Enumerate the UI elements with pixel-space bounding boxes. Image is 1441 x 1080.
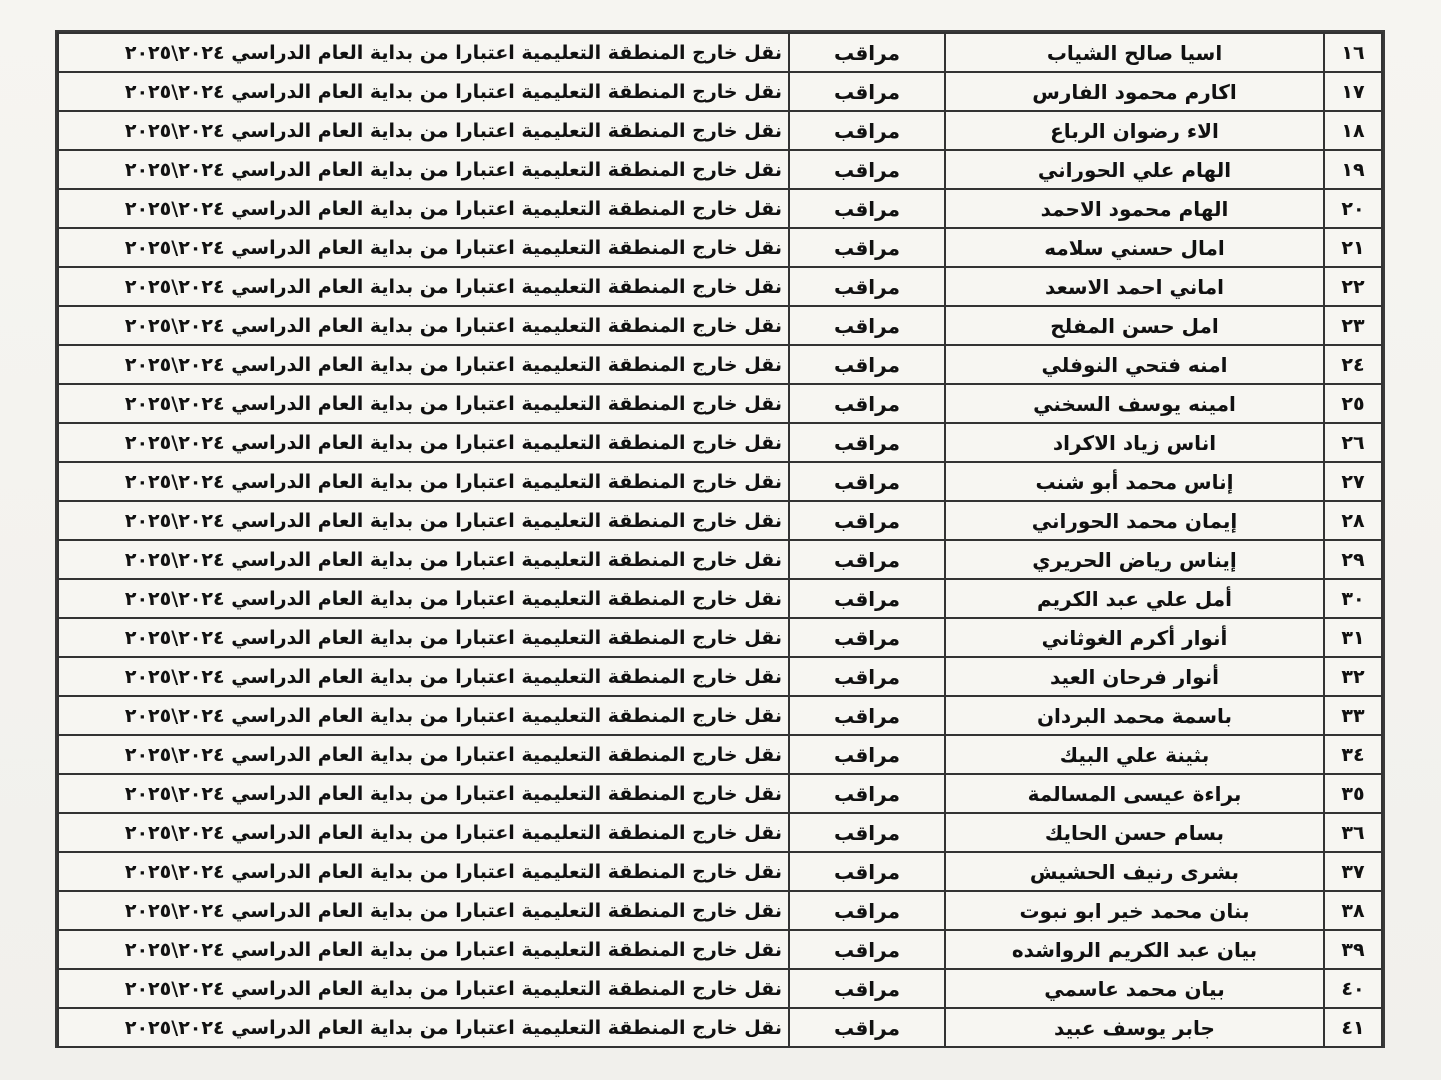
role-cell: مراقب xyxy=(789,228,945,267)
note-cell: نقل خارج المنطقة التعليمية اعتبارا من بداية العام الدراسي ٢٠٢٤\٢٠٢٥ xyxy=(58,930,789,969)
name-cell: باسمة محمد البردان xyxy=(945,696,1324,735)
role-cell: مراقب xyxy=(789,852,945,891)
row-number-cell: ٤١ xyxy=(1324,1008,1382,1047)
role-cell: مراقب xyxy=(789,306,945,345)
note-cell: نقل خارج المنطقة التعليمية اعتبارا من بداية العام الدراسي ٢٠٢٤\٢٠٢٥ xyxy=(58,306,789,345)
note-cell: نقل خارج المنطقة التعليمية اعتبارا من بداية العام الدراسي ٢٠٢٤\٢٠٢٥ xyxy=(58,813,789,852)
note-cell: نقل خارج المنطقة التعليمية اعتبارا من بداية العام الدراسي ٢٠٢٤\٢٠٢٥ xyxy=(58,735,789,774)
table-row xyxy=(58,735,1382,774)
transfer-table xyxy=(55,30,1385,1048)
table-row xyxy=(58,267,1382,306)
row-number-cell: ٣٥ xyxy=(1324,774,1382,813)
row-number-cell: ٣٩ xyxy=(1324,930,1382,969)
role-cell: مراقب xyxy=(789,657,945,696)
row-number-cell: ٢٥ xyxy=(1324,384,1382,423)
name-cell: امل حسن المفلح xyxy=(945,306,1324,345)
role-cell: مراقب xyxy=(789,930,945,969)
note-cell: نقل خارج المنطقة التعليمية اعتبارا من بداية العام الدراسي ٢٠٢٤\٢٠٢٥ xyxy=(58,384,789,423)
name-cell: اماني احمد الاسعد xyxy=(945,267,1324,306)
note-cell: نقل خارج المنطقة التعليمية اعتبارا من بداية العام الدراسي ٢٠٢٤\٢٠٢٥ xyxy=(58,579,789,618)
note-cell: نقل خارج المنطقة التعليمية اعتبارا من بداية العام الدراسي ٢٠٢٤\٢٠٢٥ xyxy=(58,72,789,111)
role-cell: مراقب xyxy=(789,111,945,150)
name-cell: إناس محمد أبو شنب xyxy=(945,462,1324,501)
role-cell: مراقب xyxy=(789,189,945,228)
name-cell: إيمان محمد الحوراني xyxy=(945,501,1324,540)
role-cell: مراقب xyxy=(789,267,945,306)
role-cell: مراقب xyxy=(789,72,945,111)
row-number-cell: ٢٢ xyxy=(1324,267,1382,306)
table-row xyxy=(58,969,1382,1008)
table-row xyxy=(58,384,1382,423)
role-cell: مراقب xyxy=(789,618,945,657)
note-cell: نقل خارج المنطقة التعليمية اعتبارا من بداية العام الدراسي ٢٠٢٤\٢٠٢٥ xyxy=(58,969,789,1008)
row-number-cell: ٣٧ xyxy=(1324,852,1382,891)
name-cell: براءة عيسى المسالمة xyxy=(945,774,1324,813)
role-cell: مراقب xyxy=(789,501,945,540)
row-number-cell: ١٦ xyxy=(1324,33,1382,72)
name-cell: بيان محمد عاسمي xyxy=(945,969,1324,1008)
row-number-cell: ١٩ xyxy=(1324,150,1382,189)
name-cell: بثينة علي البيك xyxy=(945,735,1324,774)
row-number-cell: ٢٩ xyxy=(1324,540,1382,579)
name-cell: بنان محمد خير ابو نبوت xyxy=(945,891,1324,930)
note-cell: نقل خارج المنطقة التعليمية اعتبارا من بداية العام الدراسي ٢٠٢٤\٢٠٢٥ xyxy=(58,696,789,735)
name-cell: اكارم محمود الفارس xyxy=(945,72,1324,111)
table-row xyxy=(58,345,1382,384)
table-body xyxy=(58,33,1382,1047)
table-row xyxy=(58,657,1382,696)
note-cell: نقل خارج المنطقة التعليمية اعتبارا من بداية العام الدراسي ٢٠٢٤\٢٠٢٥ xyxy=(58,150,789,189)
row-number-cell: ٢٦ xyxy=(1324,423,1382,462)
name-cell: الاء رضوان الرباع xyxy=(945,111,1324,150)
table-row xyxy=(58,501,1382,540)
role-cell: مراقب xyxy=(789,423,945,462)
table-row xyxy=(58,423,1382,462)
note-cell: نقل خارج المنطقة التعليمية اعتبارا من بداية العام الدراسي ٢٠٢٤\٢٠٢٥ xyxy=(58,267,789,306)
table-row xyxy=(58,72,1382,111)
name-cell: اسيا صالح الشياب xyxy=(945,33,1324,72)
note-cell: نقل خارج المنطقة التعليمية اعتبارا من بداية العام الدراسي ٢٠٢٤\٢٠٢٥ xyxy=(58,228,789,267)
name-cell: الهام علي الحوراني xyxy=(945,150,1324,189)
row-number-cell: ٢٨ xyxy=(1324,501,1382,540)
table-row xyxy=(58,228,1382,267)
name-cell: امنه فتحي النوفلي xyxy=(945,345,1324,384)
table-row xyxy=(58,306,1382,345)
role-cell: مراقب xyxy=(789,384,945,423)
row-number-cell: ٢٠ xyxy=(1324,189,1382,228)
name-cell: جابر يوسف عبيد xyxy=(945,1008,1324,1047)
row-number-cell: ٣٠ xyxy=(1324,579,1382,618)
row-number-cell: ٣٢ xyxy=(1324,657,1382,696)
role-cell: مراقب xyxy=(789,579,945,618)
row-number-cell: ٢٣ xyxy=(1324,306,1382,345)
note-cell: نقل خارج المنطقة التعليمية اعتبارا من بداية العام الدراسي ٢٠٢٤\٢٠٢٥ xyxy=(58,540,789,579)
name-cell: امينه يوسف السخني xyxy=(945,384,1324,423)
table-row xyxy=(58,462,1382,501)
role-cell: مراقب xyxy=(789,891,945,930)
table-row xyxy=(58,774,1382,813)
transfer-table-grid xyxy=(57,32,1383,1048)
note-cell: نقل خارج المنطقة التعليمية اعتبارا من بداية العام الدراسي ٢٠٢٤\٢٠٢٥ xyxy=(58,774,789,813)
role-cell: مراقب xyxy=(789,969,945,1008)
table-row xyxy=(58,891,1382,930)
role-cell: مراقب xyxy=(789,150,945,189)
note-cell: نقل خارج المنطقة التعليمية اعتبارا من بداية العام الدراسي ٢٠٢٤\٢٠٢٥ xyxy=(58,891,789,930)
row-number-cell: ٣٤ xyxy=(1324,735,1382,774)
name-cell: اناس زياد الاكراد xyxy=(945,423,1324,462)
table-row xyxy=(58,696,1382,735)
row-number-cell: ١٨ xyxy=(1324,111,1382,150)
name-cell: أنوار أكرم الغوثاني xyxy=(945,618,1324,657)
name-cell: امال حسني سلامه xyxy=(945,228,1324,267)
note-cell: نقل خارج المنطقة التعليمية اعتبارا من بداية العام الدراسي ٢٠٢٤\٢٠٢٥ xyxy=(58,1008,789,1047)
role-cell: مراقب xyxy=(789,345,945,384)
row-number-cell: ٣١ xyxy=(1324,618,1382,657)
name-cell: بسام حسن الحايك xyxy=(945,813,1324,852)
note-cell: نقل خارج المنطقة التعليمية اعتبارا من بداية العام الدراسي ٢٠٢٤\٢٠٢٥ xyxy=(58,462,789,501)
role-cell: مراقب xyxy=(789,33,945,72)
table-row xyxy=(58,813,1382,852)
table-row xyxy=(58,33,1382,72)
table-row xyxy=(58,1008,1382,1047)
table-row xyxy=(58,150,1382,189)
row-number-cell: ١٧ xyxy=(1324,72,1382,111)
note-cell: نقل خارج المنطقة التعليمية اعتبارا من بداية العام الدراسي ٢٠٢٤\٢٠٢٥ xyxy=(58,189,789,228)
table-row xyxy=(58,579,1382,618)
role-cell: مراقب xyxy=(789,696,945,735)
note-cell: نقل خارج المنطقة التعليمية اعتبارا من بداية العام الدراسي ٢٠٢٤\٢٠٢٥ xyxy=(58,423,789,462)
row-number-cell: ٣٨ xyxy=(1324,891,1382,930)
name-cell: بشرى رنيف الحشيش xyxy=(945,852,1324,891)
table-row xyxy=(58,111,1382,150)
table-row xyxy=(58,540,1382,579)
row-number-cell: ٣٦ xyxy=(1324,813,1382,852)
role-cell: مراقب xyxy=(789,735,945,774)
name-cell: بيان عبد الكريم الرواشده xyxy=(945,930,1324,969)
name-cell: أمل علي عبد الكريم xyxy=(945,579,1324,618)
note-cell: نقل خارج المنطقة التعليمية اعتبارا من بداية العام الدراسي ٢٠٢٤\٢٠٢٥ xyxy=(58,657,789,696)
role-cell: مراقب xyxy=(789,462,945,501)
note-cell: نقل خارج المنطقة التعليمية اعتبارا من بداية العام الدراسي ٢٠٢٤\٢٠٢٥ xyxy=(58,345,789,384)
table-row xyxy=(58,930,1382,969)
table-row xyxy=(58,189,1382,228)
row-number-cell: ٢٧ xyxy=(1324,462,1382,501)
role-cell: مراقب xyxy=(789,813,945,852)
table-row xyxy=(58,618,1382,657)
name-cell: أنوار فرحان العيد xyxy=(945,657,1324,696)
table-row xyxy=(58,852,1382,891)
note-cell: نقل خارج المنطقة التعليمية اعتبارا من بداية العام الدراسي ٢٠٢٤\٢٠٢٥ xyxy=(58,33,789,72)
name-cell: إيناس رياض الحريري xyxy=(945,540,1324,579)
note-cell: نقل خارج المنطقة التعليمية اعتبارا من بداية العام الدراسي ٢٠٢٤\٢٠٢٥ xyxy=(58,111,789,150)
role-cell: مراقب xyxy=(789,774,945,813)
note-cell: نقل خارج المنطقة التعليمية اعتبارا من بداية العام الدراسي ٢٠٢٤\٢٠٢٥ xyxy=(58,852,789,891)
name-cell: الهام محمود الاحمد xyxy=(945,189,1324,228)
note-cell: نقل خارج المنطقة التعليمية اعتبارا من بداية العام الدراسي ٢٠٢٤\٢٠٢٥ xyxy=(58,618,789,657)
row-number-cell: ٢١ xyxy=(1324,228,1382,267)
row-number-cell: ٣٣ xyxy=(1324,696,1382,735)
role-cell: مراقب xyxy=(789,1008,945,1047)
row-number-cell: ٢٤ xyxy=(1324,345,1382,384)
role-cell: مراقب xyxy=(789,540,945,579)
note-cell: نقل خارج المنطقة التعليمية اعتبارا من بداية العام الدراسي ٢٠٢٤\٢٠٢٥ xyxy=(58,501,789,540)
row-number-cell: ٤٠ xyxy=(1324,969,1382,1008)
